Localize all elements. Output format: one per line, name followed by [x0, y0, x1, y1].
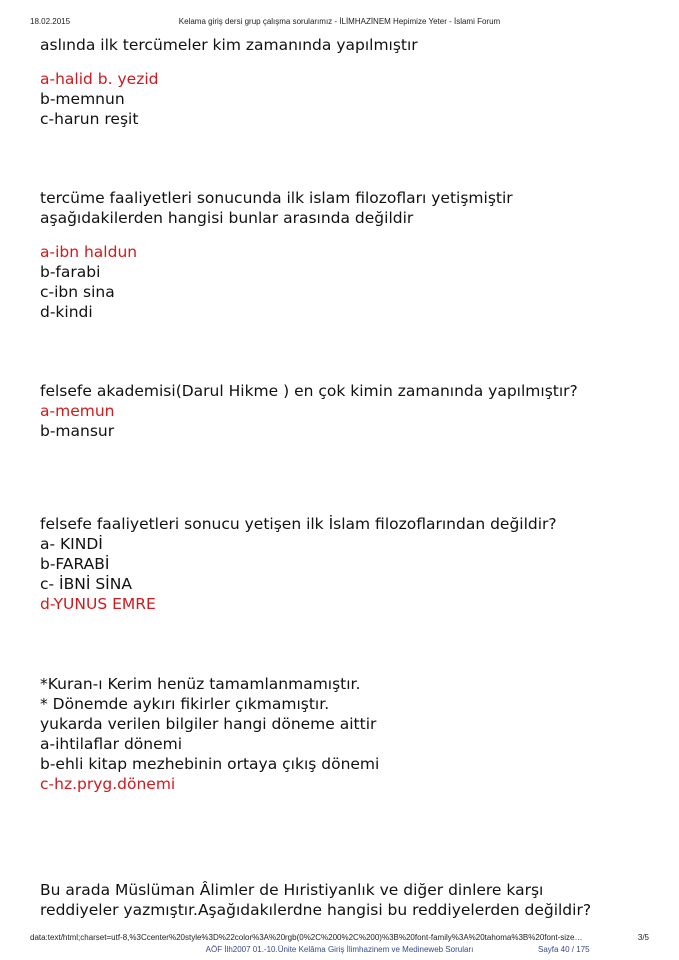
question-4-option-c: c- İBNİ SİNA — [40, 575, 132, 593]
question-5-option-a: a-ihtilaflar dönemi — [40, 735, 183, 753]
question-4-option-b: b-FARABİ — [40, 555, 110, 573]
question-2-stem-line-1: tercüme faaliyetleri sonucunda ilk islam filozofları yetişmiştir — [40, 189, 513, 207]
print-date: 18.02.2015 — [30, 17, 71, 26]
question-5-stem-line-3: yukarda verilen bilgiler hangi döneme aittir — [40, 715, 377, 733]
question-2-option-c: c-ibn sina — [40, 283, 115, 301]
question-6-stem-line-1: Bu arada Müslüman Âlimler de Hıristiyanlık ve diğer dinlere karşı — [40, 881, 544, 899]
question-4-stem: felsefe faaliyetleri sonucu yetişen ilk İslam filozoflarından değildir? — [40, 515, 557, 533]
question-1-stem: aslında ilk tercümeler kim zamanında yapılmıştır — [40, 36, 418, 54]
question-3-stem: felsefe akademisi(Darul Hikme ) en çok kimin zamanında yapılmıştır? — [40, 382, 578, 400]
question-3-option-b: b-mansur — [40, 422, 115, 440]
document-page-counter: Sayfa 40 / 175 — [538, 945, 590, 954]
document-source-title: AÖF İlh2007 01.-10.Ünite Kelâma Giriş İlimhazinem ve Medineweb Soruları — [205, 945, 474, 954]
question-2-option-a: a-ibn haldun — [40, 243, 138, 261]
question-5-option-c: c-hz.pryg.dönemi — [40, 775, 176, 793]
question-5-stem-line-1: *Kuran-ı Kerim henüz tamamlanmamıştır. — [40, 675, 361, 693]
question-3-option-a: a-memun — [40, 402, 115, 420]
question-6-stem-line-2: reddiyeler yazmıştır.Aşağıdakılerdne hangisi bu reddiyelerden değildir? — [40, 901, 592, 919]
print-header-title: Kelama giriş dersi grup çalışma sorularımız - İLİMHAZİNEM Hepimize Yeter - İslami Forum — [178, 17, 501, 26]
print-page-number: 3/5 — [637, 933, 649, 942]
question-5-stem-line-2: * Dönemde aykırı fikirler çıkmamıştır. — [40, 695, 330, 713]
print-footer-url: data:text/html;charset=utf-8,%3Ccenter%20style%3D%22color%3A%20rgb(0%2C%200%2C%200)%3B%20font-family%3A%20tahoma%3B%20font-size… — [30, 933, 583, 942]
question-1-option-b: b-memnun — [40, 90, 125, 108]
question-4-option-d: d-YUNUS EMRE — [40, 595, 156, 613]
question-2-option-d: d-kindi — [40, 303, 93, 321]
question-2-stem-line-2: aşağıdakilerden hangisi bunlar arasında değildir — [40, 209, 414, 227]
question-1-option-c: c-harun reşit — [40, 110, 139, 128]
question-5-option-b: b-ehli kitap mezhebinin ortaya çıkış dönemi — [40, 755, 380, 773]
question-1-option-a: a-halid b. yezid — [40, 70, 159, 88]
question-2-option-b: b-farabi — [40, 263, 101, 281]
question-4-option-a: a- KINDİ — [40, 535, 103, 553]
